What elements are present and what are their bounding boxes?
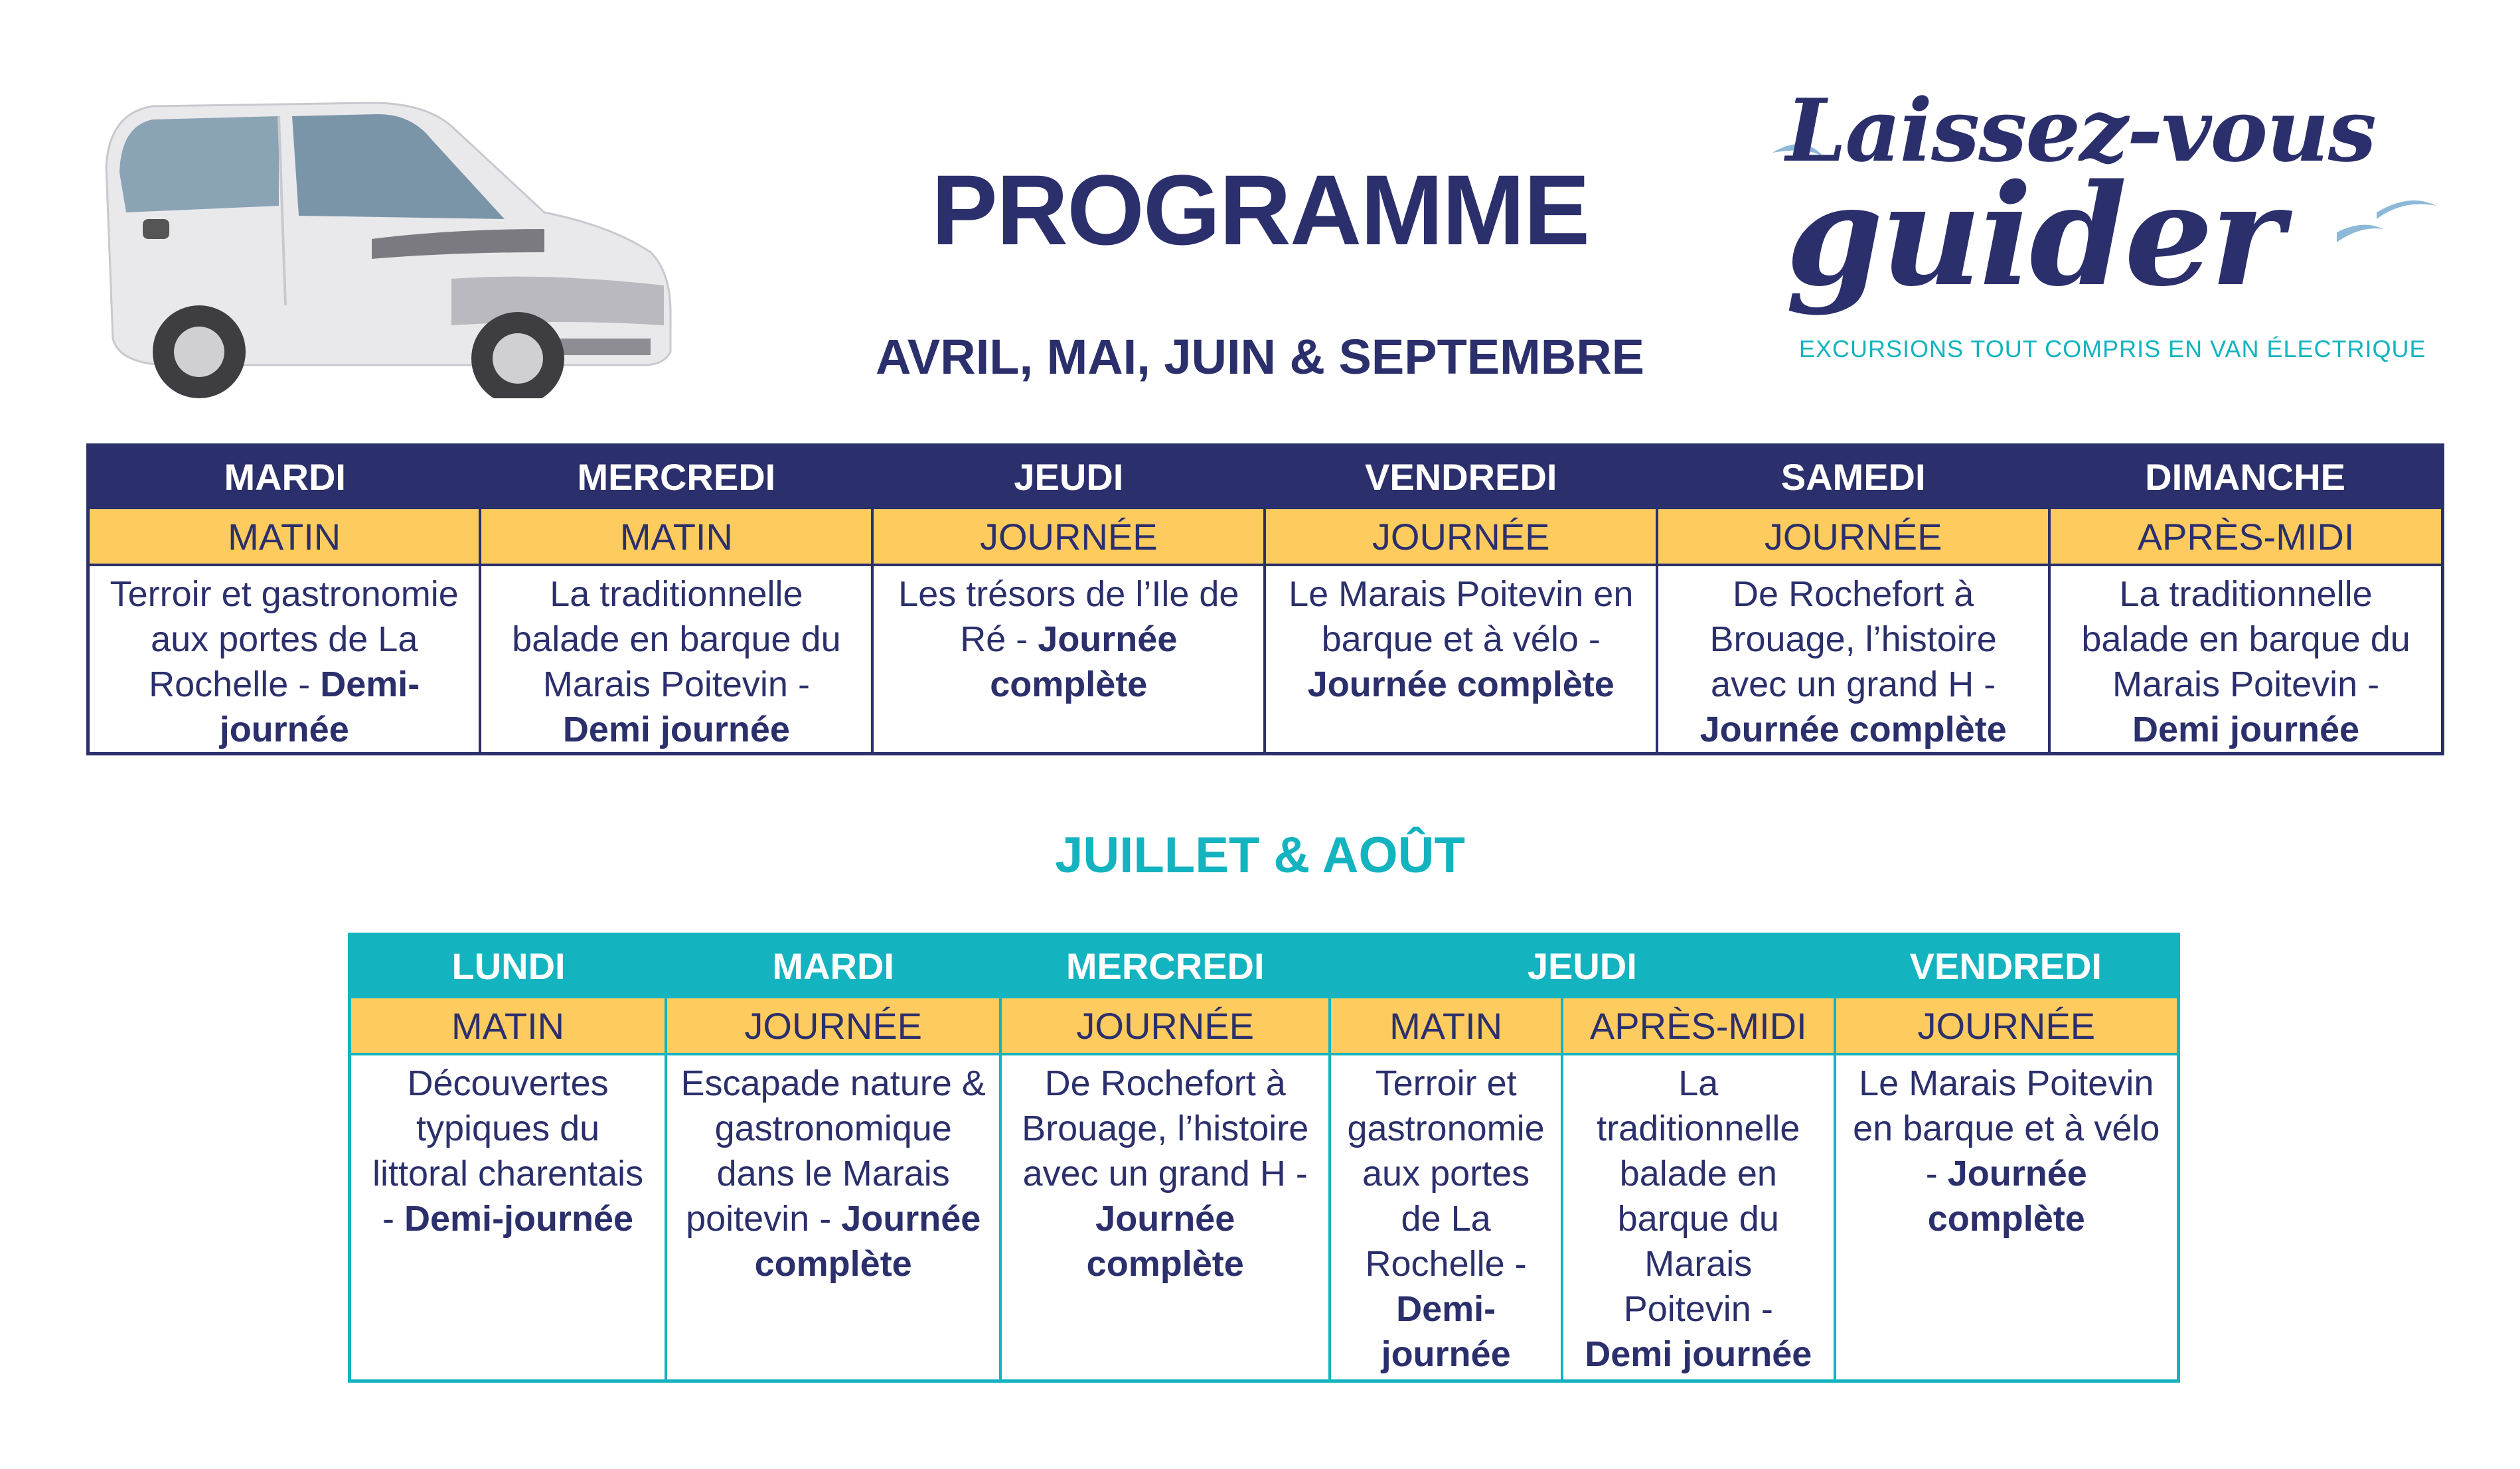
day-cell: VENDREDI xyxy=(1265,445,1657,508)
day-cell: JEUDI xyxy=(872,445,1265,508)
activity-cell xyxy=(1330,1054,1562,1381)
activity-text: Découvertes typiques du littoral charentais - xyxy=(372,1063,644,1239)
activity-text: La traditionnelle balade en barque du Marais Poitevin - xyxy=(1597,1063,1800,1329)
day-cell: MARDI xyxy=(88,445,481,508)
activity-duration: Journée complète xyxy=(1307,664,1614,704)
activity-duration: Journée complète xyxy=(990,619,1178,704)
time-slot-cell: JOURNÉE xyxy=(1265,508,1657,565)
activity-row xyxy=(350,1054,2179,1381)
day-cell: DIMANCHE xyxy=(2049,445,2442,508)
schedule-table-spring xyxy=(86,443,2444,755)
activity-duration: Demi-journée xyxy=(1381,1289,1511,1374)
activity-duration: Demi journée xyxy=(562,710,790,749)
activity-text: Escapade nature & gastronomique dans le Marais poitevin - xyxy=(680,1063,986,1239)
time-slot-cell: APRÈS-MIDI xyxy=(1562,997,1834,1054)
time-slot-row xyxy=(350,997,2179,1054)
time-slot-row xyxy=(88,508,2443,565)
time-slot-cell: MATIN xyxy=(1330,997,1562,1054)
day-cell: SAMEDI xyxy=(1657,445,2049,508)
season-subtitle: AVRIL, MAI, JUIN & SEPTEMBRE xyxy=(875,329,1645,384)
activity-cell xyxy=(1562,1054,1834,1381)
schedule-table-summer xyxy=(348,933,2180,1383)
activity-cell xyxy=(350,1054,667,1381)
activity-row xyxy=(88,565,2443,754)
activity-cell xyxy=(1265,565,1657,754)
activity-text: La traditionnelle balade en barque du Marais Poitevin - xyxy=(2081,574,2410,704)
activity-cell xyxy=(1657,565,2049,754)
time-slot-cell: JOURNÉE xyxy=(666,997,1000,1054)
activity-cell xyxy=(872,565,1265,754)
page-title: PROGRAMME xyxy=(931,154,1589,266)
activity-duration: Demi-journée xyxy=(404,1199,634,1239)
activity-cell xyxy=(480,565,872,754)
activity-cell xyxy=(666,1054,1000,1381)
time-slot-cell: JOURNÉE xyxy=(872,508,1265,565)
activity-duration: Journée complète xyxy=(1699,710,2007,749)
day-cell: LUNDI xyxy=(350,935,667,998)
day-header-row xyxy=(88,445,2443,508)
activity-cell xyxy=(1835,1054,2179,1381)
activity-duration: Journée complète xyxy=(1086,1199,1244,1284)
activity-duration: Demi journée xyxy=(1585,1334,1812,1374)
activity-duration: Journée complète xyxy=(754,1199,981,1284)
day-cell: MARDI xyxy=(666,935,1000,998)
time-slot-cell: JOURNÉE xyxy=(1000,997,1330,1054)
activity-text: La traditionnelle balade en barque du Marais Poitevin - xyxy=(512,574,841,704)
time-slot-cell: MATIN xyxy=(350,997,667,1054)
time-slot-cell: MATIN xyxy=(88,508,481,565)
activity-duration: Journée complète xyxy=(1927,1154,2087,1239)
activity-text: Le Marais Poitevin en barque et à vélo - xyxy=(1853,1063,2160,1194)
activity-text: Terroir et gastronomie aux portes de La Rochelle - xyxy=(110,574,459,704)
activity-text: Le Marais Poitevin en barque et à vélo - xyxy=(1289,574,1634,659)
activity-duration: Demi-journée xyxy=(219,664,420,749)
activity-duration: Demi journée xyxy=(2132,710,2360,749)
day-cell: VENDREDI xyxy=(1835,935,2179,998)
activity-text: De Rochefort à Brouage, l’histoire avec un grand H - xyxy=(1709,574,1997,704)
time-slot-cell: JOURNÉE xyxy=(1657,508,2049,565)
activity-text: De Rochefort à Brouage, l’histoire avec un grand H - xyxy=(1022,1063,1309,1194)
day-cell: MERCREDI xyxy=(480,445,872,508)
activity-text: Les trésors de l’Ile de Ré - xyxy=(898,574,1239,659)
logo-tagline: EXCURSIONS TOUT COMPRIS EN VAN ÉLECTRIQUE xyxy=(1799,335,2426,362)
time-slot-cell: JOURNÉE xyxy=(1835,997,2179,1054)
activity-text: Terroir et gastronomie aux portes de La Rochelle - xyxy=(1347,1063,1545,1284)
logo-text-line1: Laissez-vous xyxy=(1786,80,2375,181)
time-slot-cell: MATIN xyxy=(480,508,872,565)
activity-cell xyxy=(88,565,481,754)
summer-section-title: JUILLET & AOÛT xyxy=(1055,827,1465,884)
day-header-row xyxy=(350,935,2179,998)
activity-cell xyxy=(1000,1054,1330,1381)
day-cell: JEUDI xyxy=(1330,935,1834,998)
activity-cell xyxy=(2049,565,2442,754)
day-cell: MERCREDI xyxy=(1000,935,1330,998)
time-slot-cell: APRÈS-MIDI xyxy=(2049,508,2442,565)
logo-text-line2: guider xyxy=(1786,153,2282,317)
